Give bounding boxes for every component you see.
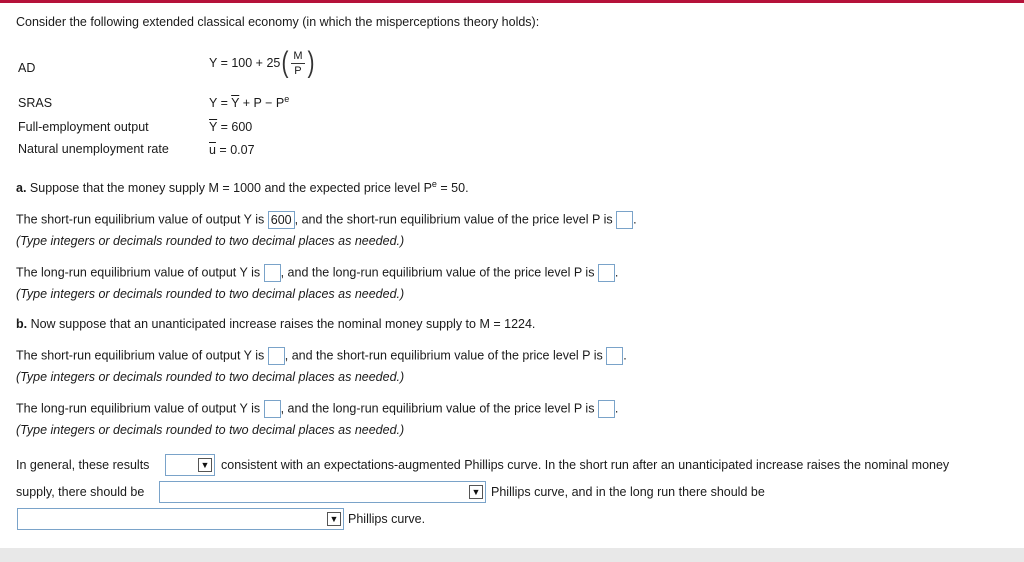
part-a-short-run-price-input[interactable] <box>616 211 633 229</box>
part-a-text-end: = 50. <box>436 181 469 195</box>
natural-unemployment-equation <box>209 143 255 157</box>
part-b-prompt <box>16 317 535 331</box>
part-a-q1-end: . <box>633 212 637 227</box>
part-b-q1-text: The short-run equilibrium value of output Y is <box>16 348 268 363</box>
part-a-superscript: e <box>431 179 437 189</box>
general-text-pre: In general, these results <box>16 458 150 472</box>
part-a-q1-mid: , and the short-run equilibrium value of the price level P is <box>294 212 617 227</box>
part-b-q2-mid: , and the long-run equilibrium value of the price level P is <box>280 401 598 416</box>
part-b-q2-text: The long-run equilibrium value of output Y is <box>16 401 264 416</box>
part-b-long-run-price-input[interactable] <box>598 400 615 418</box>
sras-label: SRAS <box>18 96 53 110</box>
intro-text: Consider the following extended classical economy (in which the misperceptions theory holds): <box>16 15 540 29</box>
sras-superscript: e <box>284 94 290 104</box>
long-run-phillips-dropdown[interactable] <box>17 508 344 530</box>
part-b-question-2 <box>16 400 618 418</box>
general-text-mid: consistent with an expectations-augmented Phillips curve. In the short run after an unanticipated increase raises the nominal money <box>221 458 950 472</box>
dropdown-arrow-icon: ▼ <box>198 458 212 472</box>
part-a-q2-text: The long-run equilibrium value of output Y is <box>16 265 264 280</box>
part-b-q1-mid: , and the short-run equilibrium value of the price level P is <box>284 348 607 363</box>
part-a-letter: a. <box>16 181 27 195</box>
ad-label: AD <box>18 61 36 75</box>
bottom-band <box>0 548 1024 562</box>
part-b-question-1 <box>16 347 627 365</box>
full-employment-equation <box>209 120 252 134</box>
full-employment-label: Full-employment output <box>18 120 149 134</box>
sras-y: Y = <box>209 96 232 110</box>
ad-equation <box>209 48 316 78</box>
part-a-prompt <box>16 181 469 195</box>
top-accent-rule <box>0 0 1024 3</box>
consistency-dropdown[interactable] <box>165 454 215 476</box>
part-a-q2-mid: , and the long-run equilibrium value of the price level P is <box>280 265 598 280</box>
part-a-hint-2: (Type integers or decimals rounded to two decimal places as needed.) <box>16 287 405 301</box>
sras-equation <box>209 96 289 110</box>
fe-ybar: $\overline{Y}$ <box>209 120 218 134</box>
ad-fraction-numerator: M <box>293 49 303 62</box>
part-b-text: Now suppose that an unanticipated increase raises the nominal money supply to M = 1224. <box>27 317 536 331</box>
dropdown-arrow-icon: ▼ <box>469 485 483 499</box>
sras-rest: + P − P <box>239 96 285 110</box>
part-b-q1-end: . <box>623 348 627 363</box>
ad-fraction: ( $\frac{M}{P}$ ) <box>281 46 315 79</box>
general-line3-post: Phillips curve. <box>348 512 426 526</box>
fe-value: = 600 <box>217 120 253 134</box>
part-a-text: Suppose that the money supply M = 1000 and the expected price level P <box>26 181 432 195</box>
dropdown-arrow-icon: ▼ <box>327 512 341 526</box>
nu-value: = 0.07 <box>215 143 255 157</box>
general-line2-pre: supply, there should be <box>16 485 145 499</box>
part-b-long-run-output-input[interactable] <box>264 400 281 418</box>
short-run-phillips-dropdown[interactable] <box>159 481 486 503</box>
part-a-long-run-price-input[interactable] <box>598 264 615 282</box>
part-b-q2-end: . <box>614 401 619 416</box>
part-a-short-run-output-input[interactable]: 600 <box>268 211 295 229</box>
part-a-hint-1: (Type integers or decimals rounded to two decimal places as needed.) <box>16 234 405 248</box>
part-b-hint-2: (Type integers or decimals rounded to two decimal places as needed.) <box>16 423 405 437</box>
ad-equation-prefix: Y = 100 + 25 <box>209 56 281 70</box>
part-a-question-1 <box>16 211 637 229</box>
general-line2-post: Phillips curve, and in the long run there should be <box>491 485 765 499</box>
part-b-short-run-output-input[interactable] <box>268 347 285 365</box>
sras-ybar: $\overline{Y}$ <box>231 96 240 110</box>
part-a-long-run-output-input[interactable] <box>264 264 281 282</box>
part-a-question-2 <box>16 264 618 282</box>
part-a-q1-text: The short-run equilibrium value of output Y is <box>16 212 268 227</box>
part-b-hint-1: (Type integers or decimals rounded to two decimal places as needed.) <box>16 370 405 384</box>
ad-fraction-denominator: P <box>294 64 302 77</box>
natural-unemployment-label: Natural unemployment rate <box>18 142 169 156</box>
part-b-short-run-price-input[interactable] <box>606 347 623 365</box>
part-b-letter: b. <box>16 317 28 331</box>
nu-ubar: $\overline{u}$ <box>209 143 216 157</box>
part-a-q2-end: . <box>614 265 619 280</box>
